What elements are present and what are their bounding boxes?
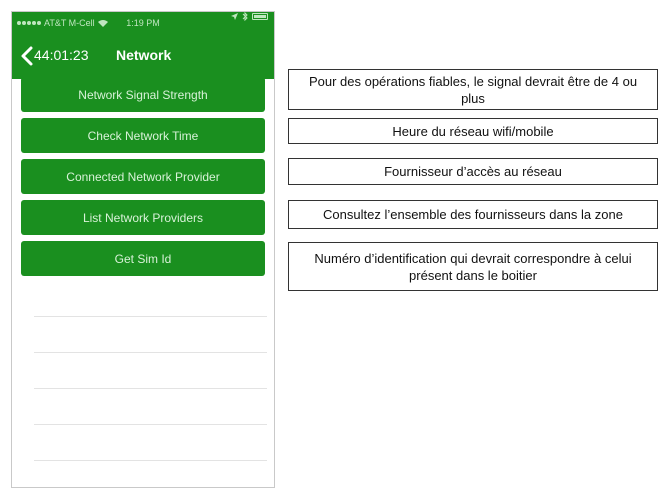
location-icon [231,13,238,20]
list-network-providers-button[interactable]: List Network Providers [21,200,265,235]
list-separator [34,316,267,317]
annotation-sim-id: Numéro d’identification qui devrait correspondre à celui présent dans le boitier [288,242,658,291]
back-chevron-icon[interactable] [19,45,35,67]
get-sim-id-button[interactable]: Get Sim Id [21,241,265,276]
list-separator [34,352,267,353]
list-separator [34,460,267,461]
network-signal-strength-button[interactable]: Network Signal Strength [21,77,265,112]
connected-network-provider-button[interactable]: Connected Network Provider [21,159,265,194]
annotation-network-time: Heure du réseau wifi/mobile [288,118,658,144]
status-right [231,12,268,21]
phone-screen [11,11,275,488]
back-button-label[interactable]: 44:01:23 [34,47,89,63]
annotation-signal-strength: Pour des opérations fiables, le signal devrait être de 4 ou plus [288,69,658,110]
status-time: 1:19 PM [126,18,160,28]
annotation-network-provider: Fournisseur d’accès au réseau [288,158,658,185]
bluetooth-icon [242,12,248,21]
list-separator [34,388,267,389]
list-separator [34,424,267,425]
annotation-list-providers: Consultez l’ensemble des fournisseurs dans la zone [288,200,658,229]
navigation-bar [12,34,274,79]
check-network-time-button[interactable]: Check Network Time [21,118,265,153]
page-title: Network [116,47,172,63]
status-bar [12,12,274,34]
carrier-label: AT&T M-Cell [44,18,95,28]
battery-icon [252,13,268,20]
